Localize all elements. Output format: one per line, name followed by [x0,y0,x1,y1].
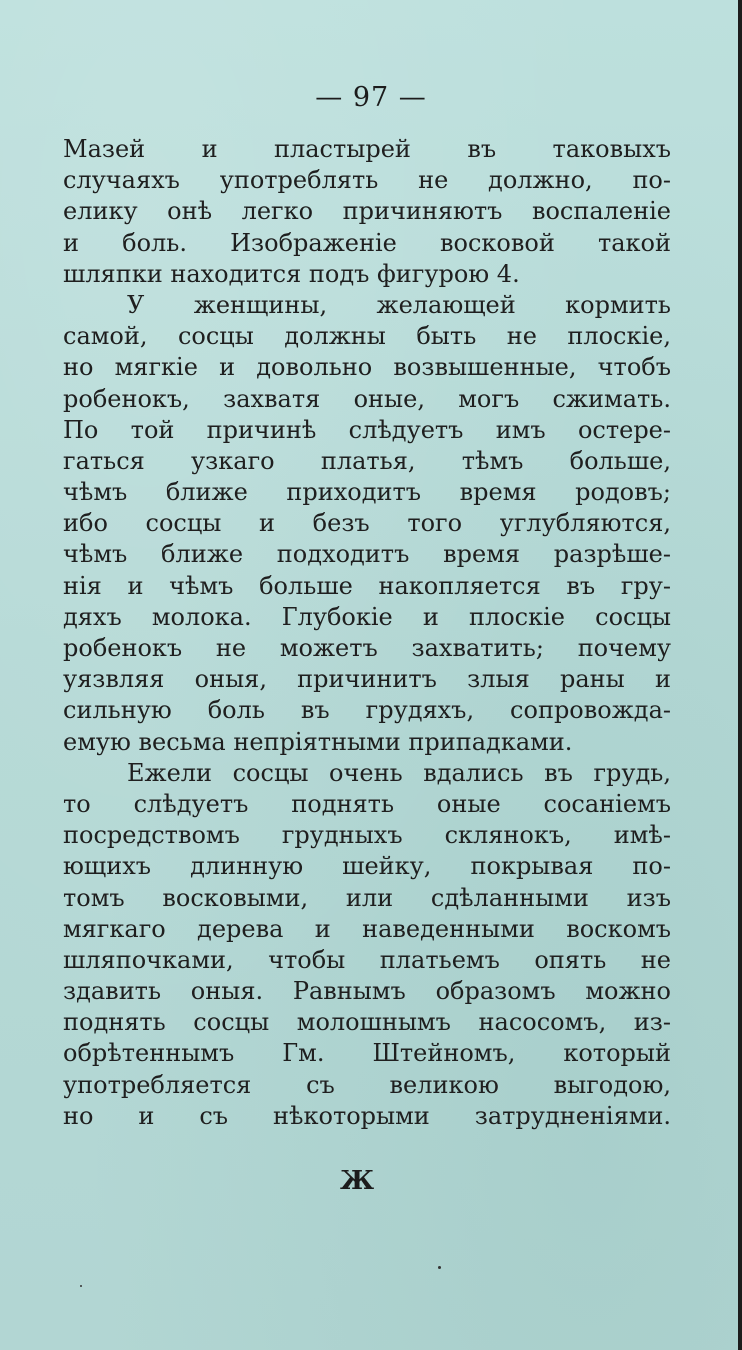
paper-speck [438,1266,441,1269]
catchword: Ж [340,1166,375,1196]
text-line: употребляется съ великою выгодою, [63,1070,671,1099]
text-line: емую весьма непріятными припадками. [63,727,573,756]
text-line: Мазей и пластырей въ таковыхъ [63,135,671,163]
text-line: случаяхъ употреблять не должно, по- [63,166,671,195]
text-line: то слѣдуетъ поднять оные сосаніемъ [63,789,671,818]
text-line: робенокъ, захватя оные, могъ сжимать. [63,384,671,413]
text-line: и боль. Изображеніе восковой такой [63,228,671,257]
text-line: чѣмъ ближе приходитъ время родовъ; [63,478,671,507]
text-line: ющихъ длинную шейку, покрывая по- [63,852,671,881]
text-line: По той причинѣ слѣдуетъ имъ остере- [63,415,671,444]
text-line: чѣмъ ближе подходитъ время разрѣше- [63,540,671,569]
text-line: посредствомъ грудныхъ склянокъ, имѣ- [63,821,671,850]
text-line: ибо сосцы и безъ того углубляются, [63,509,671,538]
paragraph-start-line: У женщины, желающей кормить [127,290,671,319]
text-line: обрѣтеннымъ Гм. Штейномъ, который [63,1039,671,1068]
text-line: поднять сосцы молошнымъ насосомъ, из- [63,1008,671,1037]
text-line: томъ восковыми, или сдѣланными изъ [63,883,671,912]
text-line: уязвляя оныя, причинитъ злыя раны и [63,665,671,694]
paragraph-start-line: Ежели сосцы очень вдались въ грудь, [127,758,671,787]
text-line: мягкаго дерева и наведенными воскомъ [63,914,671,943]
text-line: робенокъ не можетъ захватить; почему [63,634,671,662]
text-line: но и съ нѣкоторыми затрудненіями. [63,1101,671,1130]
page-number: — 97 — [315,82,427,113]
text-line: сильную боль въ грудяхъ, сопровожда- [63,696,671,725]
text-line: шляпочками, чтобы платьемъ опять не [63,945,671,974]
text-line: дяхъ молока. Глубокіе и плоскіе сосцы [63,602,671,631]
body-text [63,134,671,1132]
text-line: но мягкіе и довольно возвышенные, чтобъ [63,353,671,382]
paper-speck [80,1285,82,1287]
text-line: нія и чѣмъ больше накопляется въ гру- [63,571,671,600]
text-line: шляпки находится подъ фигурою 4. [63,259,520,288]
text-line: здавить оныя. Равнымъ образомъ можно [63,977,671,1006]
text-line: елику онѣ легко причиняютъ воспаленіе [63,197,671,226]
text-line: самой, сосцы должны быть не плоскіе, [63,322,671,351]
text-line: гаться узкаго платья, тѣмъ больше, [63,446,671,475]
page-edge [738,0,742,1350]
